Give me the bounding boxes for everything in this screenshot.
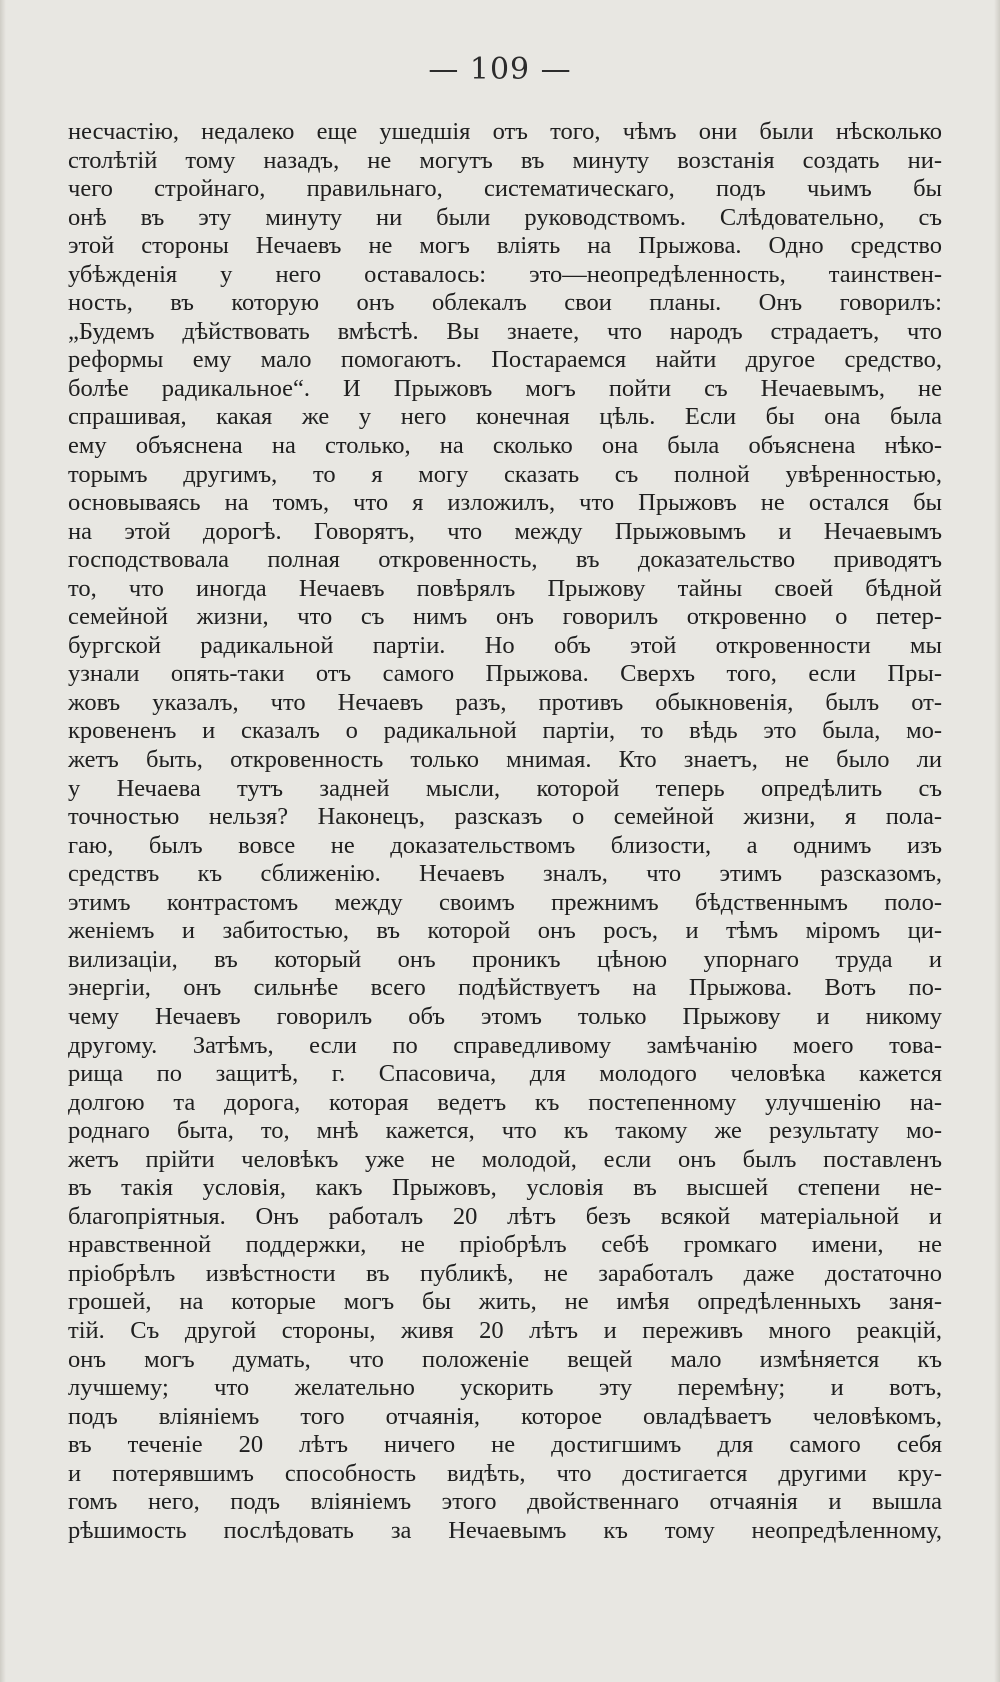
- text-line: рища по защитѣ, г. Спасовича, для молодого человѣка кажется: [68, 1060, 942, 1088]
- text-line: спрашивая, какая же у него конечная цѣль. Если бы она была: [68, 403, 942, 431]
- text-line: ность, въ которую онъ облекалъ свои планы. Онъ говорилъ:: [68, 289, 942, 317]
- text-line: кровененъ и сказалъ о радикальной партіи, то вѣдь это была, мо-: [68, 717, 942, 745]
- text-line: лучшему; что желательно ускорить эту перемѣну; и вотъ,: [68, 1374, 942, 1402]
- text-line: на этой дорогѣ. Говорятъ, что между Прыжовымъ и Нечаевымъ: [68, 517, 942, 545]
- text-line: гомъ него, подъ вліяніемъ этого двойственнаго отчаянія и вышла: [68, 1488, 942, 1516]
- text-line: бургской радикальной партіи. Но объ этой откровенности мы: [68, 631, 942, 659]
- text-line: онъ могъ думать, что положеніе вещей мало измѣняется къ: [68, 1345, 942, 1373]
- text-line: пріобрѣлъ извѣстности въ публикѣ, не заработалъ даже достаточно: [68, 1259, 942, 1287]
- text-line: жовъ указалъ, что Нечаевъ разъ, противъ обыкновенія, былъ от-: [68, 688, 942, 716]
- text-line: господствовала полная откровенность, въ доказательство приводятъ: [68, 546, 942, 574]
- text-line: гаю, былъ вовсе не доказательствомъ близости, а однимъ изъ: [68, 831, 942, 859]
- text-line: „Будемъ дѣйствовать вмѣстѣ. Вы знаете, что народъ страдаетъ, что: [68, 317, 942, 345]
- text-line: энергіи, онъ сильнѣе всего подѣйствуетъ на Прыжова. Вотъ по-: [68, 974, 942, 1002]
- text-line: несчастію, недалеко еще ушедшія отъ того, чѣмъ они были нѣсколько: [68, 118, 942, 145]
- text-line: жетъ прійти человѣкъ уже не молодой, если онъ былъ поставленъ: [68, 1145, 942, 1173]
- text-line: столѣтій тому назадъ, не могутъ въ минуту возстанія создать ни-: [68, 146, 942, 174]
- text-line: въ такія условія, какъ Прыжовъ, условія въ высшей степени не-: [68, 1174, 942, 1202]
- text-line: роднаго быта, то, мнѣ кажется, что къ такому же результату мо-: [68, 1117, 942, 1145]
- text-line: и потерявшимъ способность видѣть, что достигается другими кру-: [68, 1459, 942, 1487]
- text-line: чему Нечаевъ говорилъ объ этомъ только Прыжову и никому: [68, 1002, 942, 1030]
- text-line: другому. Затѣмъ, если по справедливому замѣчанію моего това-: [68, 1031, 942, 1059]
- text-line: рѣшимость послѣдовать за Нечаевымъ къ тому неопредѣленному,: [68, 1516, 942, 1544]
- text-line: долгою та дорога, которая ведетъ къ постепенному улучшенію на-: [68, 1088, 942, 1116]
- text-line: благопріятныя. Онъ работалъ 20 лѣтъ безъ всякой матеріальной и: [68, 1202, 942, 1230]
- page-edge-right: [994, 0, 1000, 1682]
- text-line: грошей, на которые могъ бы жить, не имѣя опредѣленныхъ заня-: [68, 1288, 942, 1316]
- text-line: у Нечаева тутъ задней мысли, которой теперь опредѣлить съ: [68, 774, 942, 802]
- text-line: средствъ къ сближенію. Нечаевъ зналъ, что этимъ разсказомъ,: [68, 860, 942, 888]
- text-line: семейной жизни, что съ нимъ онъ говорилъ откровенно о петер-: [68, 603, 942, 631]
- text-line: чего стройнаго, правильнаго, систематическаго, подъ чьимъ бы: [68, 175, 942, 203]
- text-line: узнали опять-таки отъ самого Прыжова. Сверхъ того, если Пры-: [68, 660, 942, 688]
- body-text: [68, 118, 942, 1545]
- text-line: болѣе радикальное“. И Прыжовъ могъ пойти съ Нечаевымъ, не: [68, 374, 942, 402]
- text-line: тій. Съ другой стороны, живя 20 лѣтъ и переживъ много реакцій,: [68, 1316, 942, 1344]
- text-line: онѣ въ эту минуту ни были руководствомъ. Слѣдовательно, съ: [68, 203, 942, 231]
- text-line: реформы ему мало помогаютъ. Постараемся найти другое средство,: [68, 346, 942, 374]
- text-line: въ теченіе 20 лѣтъ ничего не достигшимъ для самого себя: [68, 1431, 942, 1459]
- page-number: — 109 —: [428, 52, 572, 87]
- text-line: этой стороны Нечаевъ не могъ вліять на Прыжова. Одно средство: [68, 232, 942, 260]
- text-line: вилизаціи, въ который онъ проникъ цѣною упорнаго труда и: [68, 945, 942, 973]
- page-edge-left: [0, 0, 6, 1682]
- text-line: убѣжденія у него оставалось: это—неопредѣленность, таинствен-: [68, 260, 942, 288]
- text-line: торымъ другимъ, то я могу сказать съ полной увѣренностью,: [68, 460, 942, 488]
- text-line: этимъ контрастомъ между своимъ прежнимъ бѣдственнымъ поло-: [68, 888, 942, 916]
- text-line: точностью нельзя? Наконецъ, разсказъ о семейной жизни, я пола-: [68, 803, 942, 831]
- text-line: основываясь на томъ, что я изложилъ, что Прыжовъ не остался бы: [68, 489, 942, 517]
- text-line: женіемъ и забитостью, въ которой онъ росъ, и тѣмъ міромъ ци-: [68, 917, 942, 945]
- text-line: ему объяснена на столько, на сколько она была объяснена нѣко-: [68, 432, 942, 460]
- text-line: то, что иногда Нечаевъ повѣрялъ Прыжову тайны своей бѣдной: [68, 574, 942, 602]
- text-line: нравственной поддержки, не пріобрѣлъ себѣ громкаго имени, не: [68, 1231, 942, 1259]
- text-line: жетъ быть, откровенность только мнимая. Кто знаетъ, не было ли: [68, 746, 942, 774]
- text-line: подъ вліяніемъ того отчаянія, которое овладѣваетъ человѣкомъ,: [68, 1402, 942, 1430]
